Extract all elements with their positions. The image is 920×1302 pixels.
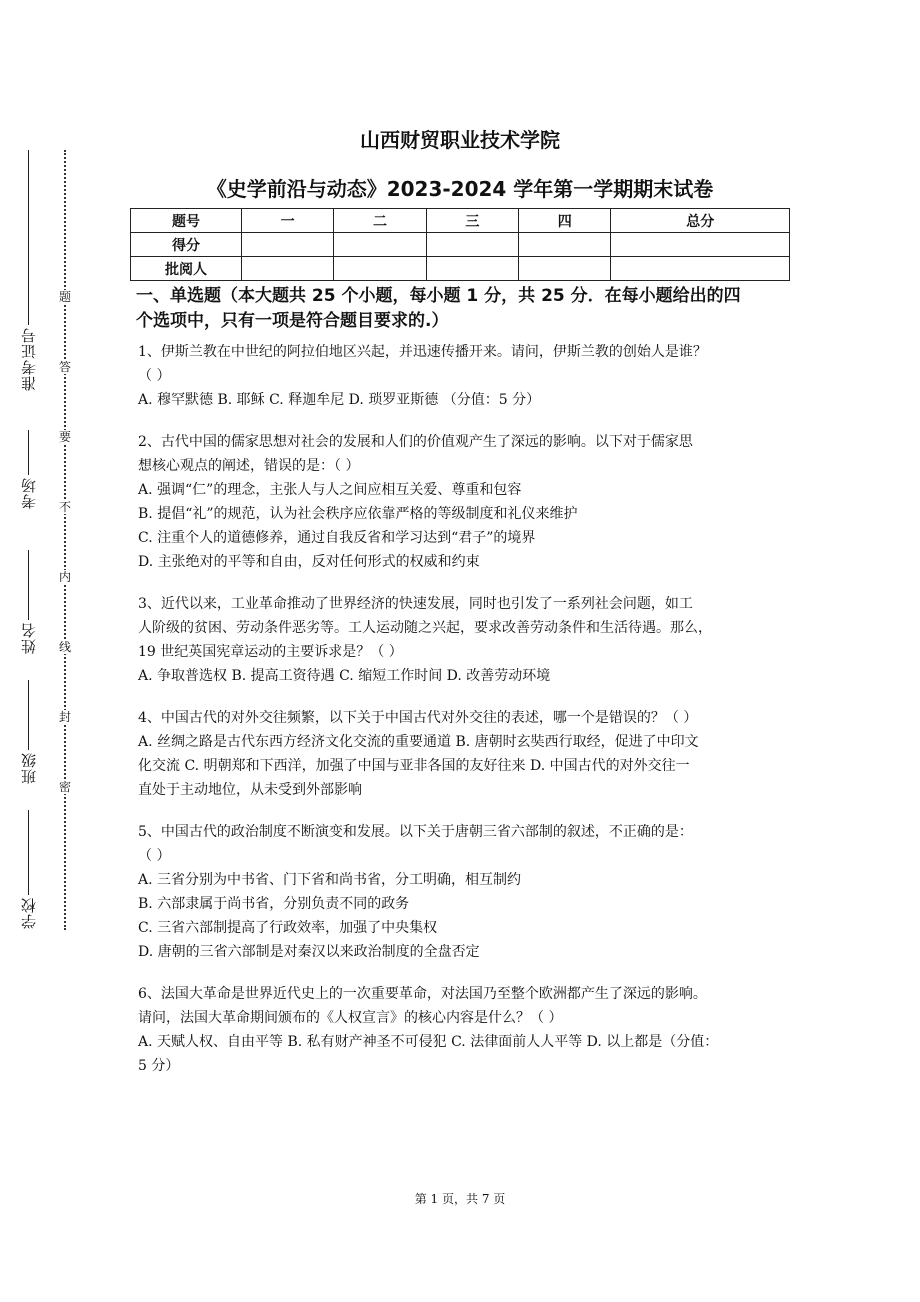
question-stem: 4、中国古代的对外交往频繁，以下关于中国古代对外交往的表述，哪一个是错误的？（ ）: [138, 710, 698, 726]
name-field: [8, 550, 48, 654]
question-stem: 想核心观点的阐述，错误的是：（ ）: [138, 458, 360, 474]
grader-row: [131, 257, 790, 281]
option-a: A. 三省分别为中书省、门下省和尚书省，分工明确，相互制约: [138, 872, 522, 888]
question-options: A. 争取普选权 B. 提高工资待遇 C. 缩短工作时间 D. 改善劳动环境: [138, 668, 551, 684]
question-options: 化交流 C. 明朝郑和下西洋，加强了中国与亚非各国的友好往来 D. 中国古代的对外交往一: [138, 758, 690, 774]
question-stem: 6、法国大革命是世界近代史上的一次重要革命，对法国乃至整个欧洲都产生了深远的影响。: [138, 986, 707, 1002]
school-field: [8, 810, 48, 929]
question-5: [138, 820, 798, 964]
question-stem: 3、近代以来，工业革命推动了世界经济的快速发展，同时也引发了一系列社会问题，如工: [138, 596, 693, 612]
class-label: 班级: [19, 752, 38, 784]
fill-line: [28, 810, 29, 895]
section-heading: [136, 284, 798, 334]
exam-room-field: [8, 430, 48, 509]
school-title: 山西财贸职业技术学院: [360, 128, 560, 152]
section-heading-line: 一、单选题（本大题共 25 个小题，每小题 1 分，共 25 分．在每小题给出的四: [136, 286, 741, 306]
grader-input-cell[interactable]: [242, 257, 334, 281]
option-b: B. 提倡“礼”的规范，认为社会秩序应依靠严格的等级制度和礼仪来维护: [138, 506, 578, 522]
seal-char: 线: [54, 640, 76, 654]
score-input-cell[interactable]: [611, 233, 790, 257]
table-cell: 得分: [131, 233, 242, 257]
score-input-cell[interactable]: [242, 233, 334, 257]
exam-room-label: 考场: [19, 477, 38, 509]
seal-char: 答: [54, 360, 76, 374]
seal-char: 不: [54, 500, 76, 514]
option-d: D. 唐朝的三省六部制是对秦汉以来政治制度的全盘否定: [138, 944, 480, 960]
question-6: [138, 982, 798, 1078]
score-table: [130, 208, 790, 281]
table-cell: 题号: [131, 209, 242, 233]
score-row: [131, 233, 790, 257]
page-footer: 第 1 页，共 7 页: [414, 1192, 506, 1206]
table-cell: 一: [242, 209, 334, 233]
option-c: C. 三省六部制提高了行政效率，加强了中央集权: [138, 920, 438, 936]
table-cell: 批阅人: [131, 257, 242, 281]
answer-blank: （ ）: [138, 848, 171, 864]
seal-line-text: [54, 150, 76, 930]
question-stem: 2、古代中国的儒家思想对社会的发展和人们的价值观产生了深远的影响。以下对于儒家思: [138, 434, 693, 450]
score-input-cell[interactable]: [426, 233, 518, 257]
table-cell: 总分: [611, 209, 790, 233]
question-options: A. 丝绸之路是古代东西方经济文化交流的重要通道 B. 唐朝时玄奘西行取经，促进了中印文: [138, 734, 699, 750]
answer-blank: （ ）: [138, 368, 171, 384]
exam-title: 《史学前沿与动态》2023-2024 学年第一学期期末试卷: [206, 177, 714, 201]
fill-line: [28, 680, 29, 750]
grader-input-cell[interactable]: [426, 257, 518, 281]
grader-input-cell[interactable]: [519, 257, 611, 281]
question-options: A. 穆罕默德 B. 耶稣 C. 释迦牟尼 D. 琐罗亚斯德 （分值：5 分）: [138, 392, 541, 408]
table-cell: 三: [426, 209, 518, 233]
question-1: [138, 340, 798, 412]
table-cell: 二: [334, 209, 426, 233]
section-heading-line: 个选项中，只有一项是符合题目要求的.）: [136, 311, 449, 331]
grader-input-cell[interactable]: [611, 257, 790, 281]
score-input-cell[interactable]: [519, 233, 611, 257]
question-options: 直处于主动地位，从未受到外部影响: [138, 782, 362, 798]
grader-input-cell[interactable]: [334, 257, 426, 281]
question-options: 5 分）: [138, 1058, 180, 1074]
question-options: A. 天赋人权、自由平等 B. 私有财产神圣不可侵犯 C. 法律面前人人平等 D. 以上都是（分值：: [138, 1034, 719, 1050]
question-3: [138, 592, 798, 688]
question-content: [138, 284, 798, 1096]
school-label: 学校: [19, 897, 38, 929]
binding-margin: [8, 150, 48, 930]
question-stem: 1、伊斯兰教在中世纪的阿拉伯地区兴起，并迅速传播开来。请问，伊斯兰教的创始人是谁？: [138, 344, 707, 360]
score-input-cell[interactable]: [334, 233, 426, 257]
seal-char: 密: [54, 780, 76, 794]
table-cell: 四: [519, 209, 611, 233]
seal-char: 题: [54, 290, 76, 304]
seal-char: 要: [54, 430, 76, 444]
name-label: 姓名: [19, 622, 38, 654]
question-stem: 请问，法国大革命期间颁布的《人权宣言》的核心内容是什么？（ ）: [138, 1010, 563, 1026]
class-field: [8, 680, 48, 784]
option-c: C. 注重个人的道德修养，通过自我反省和学习达到“君子”的境界: [138, 530, 536, 546]
seal-char: 内: [54, 570, 76, 584]
option-d: D. 主张绝对的平等和自由，反对任何形式的权威和约束: [138, 554, 480, 570]
question-stem: 5、中国古代的政治制度不断演变和发展。以下关于唐朝三省六部制的叙述，不正确的是：: [138, 824, 693, 840]
exam-number-label: 准考证号: [19, 327, 38, 391]
question-stem: 19 世纪英国宪章运动的主要诉求是？（ ）: [138, 644, 403, 660]
option-b: B. 六部隶属于尚书省，分别负责不同的政务: [138, 896, 410, 912]
question-4: [138, 706, 798, 802]
option-a: A. 强调“仁”的理念，主张人与人之间应相互关爱、尊重和包容: [138, 482, 522, 498]
score-table-header-row: [131, 209, 790, 233]
question-stem: 人阶级的贫困、劳动条件恶劣等。工人运动随之兴起，要求改善劳动条件和生活待遇。那么，: [138, 620, 712, 636]
question-2: [138, 430, 798, 574]
fill-line: [28, 430, 29, 475]
fill-line: [28, 550, 29, 620]
seal-char: 封: [54, 710, 76, 724]
